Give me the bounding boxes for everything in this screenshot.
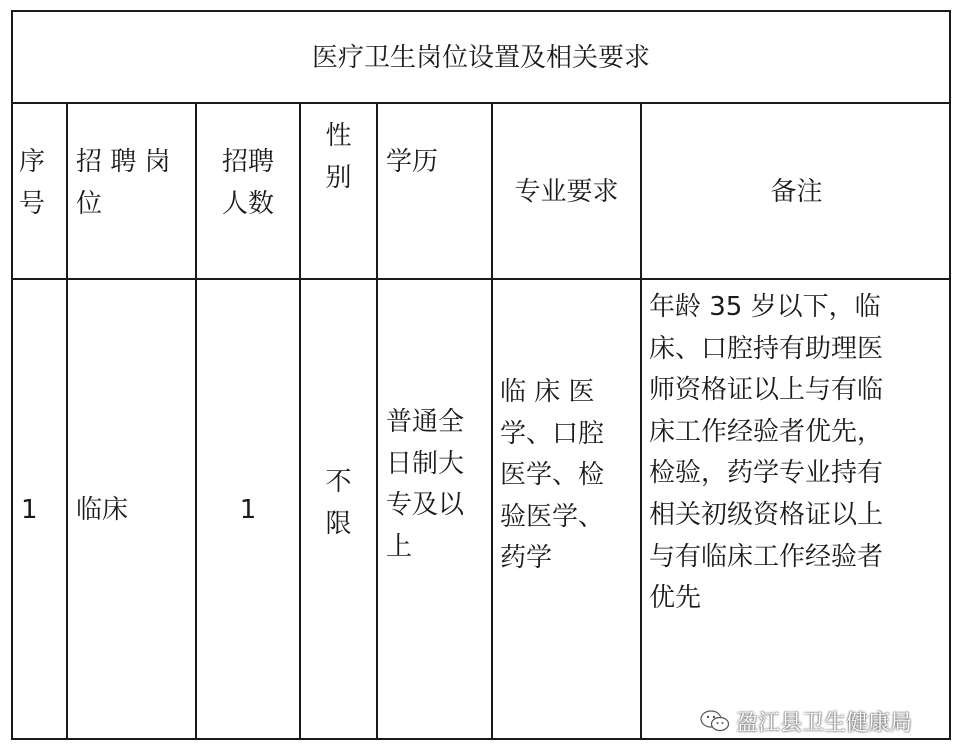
row-gender-line: 限 bbox=[325, 508, 352, 539]
row-remarks-line: 相关初级资格证以上 bbox=[649, 499, 884, 530]
row-gender bbox=[301, 462, 376, 545]
row-education-line: 专及以 bbox=[386, 490, 465, 521]
row-major bbox=[500, 372, 638, 580]
header-position-line: 招 聘 岗 bbox=[76, 147, 171, 177]
row-education-line: 普通全 bbox=[386, 407, 465, 437]
row-remarks-line: 优先 bbox=[649, 583, 702, 614]
row-remarks-line: 师资格证以上与有临 bbox=[649, 375, 884, 406]
row-remarks-line: 床工作经验者优先， bbox=[649, 416, 884, 447]
header-education-text: 学历 bbox=[386, 147, 439, 177]
row-education-line: 上 bbox=[386, 531, 413, 562]
row-position: 临床 bbox=[76, 495, 129, 525]
header-seq-line: 序 bbox=[19, 147, 46, 177]
header-gender bbox=[301, 116, 376, 199]
row-count: 1 bbox=[239, 495, 257, 525]
table-title: 医疗卫生岗位设置及相关要求 bbox=[311, 43, 650, 73]
requirements-table bbox=[11, 10, 951, 740]
header-major-text: 专业要求 bbox=[514, 177, 619, 207]
header-gender-line: 别 bbox=[325, 162, 352, 193]
col-divider-4 bbox=[376, 104, 378, 738]
row-remarks-line: 与有临床工作经验者 bbox=[649, 541, 884, 572]
row-major-line: 学、口腔 bbox=[500, 418, 605, 449]
row-major-line: 临 床 医 bbox=[500, 377, 595, 407]
row-remarks-line: 床、口腔持有助理医 bbox=[649, 333, 884, 364]
header-count bbox=[197, 142, 299, 225]
row-seq: 1 bbox=[21, 495, 38, 525]
header-count-line: 招聘 bbox=[221, 147, 274, 177]
source-watermark bbox=[700, 703, 912, 739]
row-gender-line: 不 bbox=[325, 467, 352, 497]
row-remarks-line: 检验，药学专业持有 bbox=[649, 458, 884, 489]
header-count-line: 人数 bbox=[221, 188, 274, 219]
header-education bbox=[386, 142, 490, 184]
col-divider-1 bbox=[66, 104, 68, 738]
watermark-text: 盈江县卫生健康局 bbox=[736, 710, 913, 736]
row-remarks bbox=[649, 287, 949, 620]
header-remarks bbox=[642, 172, 951, 214]
header-divider bbox=[13, 278, 949, 280]
row-education bbox=[386, 402, 490, 568]
header-position bbox=[76, 142, 192, 225]
header-major bbox=[493, 172, 640, 214]
header-gender-line: 性 bbox=[325, 121, 352, 151]
row-major-line: 药学 bbox=[500, 543, 553, 574]
row-remarks-line: 年龄 35 岁以下，临 bbox=[649, 292, 881, 322]
row-major-line: 医学、检 bbox=[500, 460, 605, 491]
wechat-icon bbox=[700, 709, 730, 733]
row-major-line: 验医学、 bbox=[500, 501, 605, 532]
header-position-line: 位 bbox=[76, 188, 103, 219]
header-seq-line: 号 bbox=[19, 188, 46, 219]
header-seq bbox=[19, 142, 63, 225]
row-education-line: 日制大 bbox=[386, 448, 465, 479]
header-remarks-text: 备注 bbox=[770, 177, 823, 207]
